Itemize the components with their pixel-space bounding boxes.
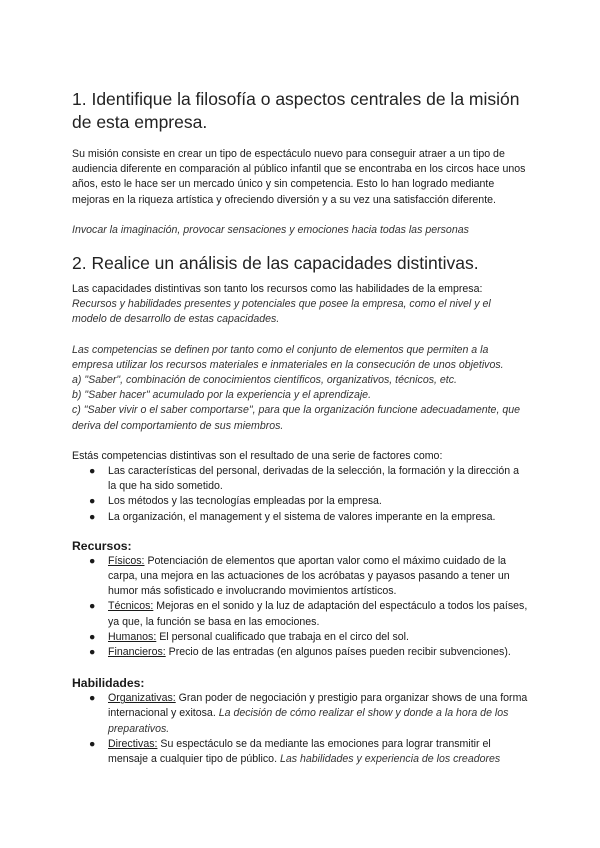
bullet-icon: ●: [89, 600, 96, 613]
bullet-icon: ●: [89, 737, 96, 750]
factor-text: Los métodos y las tecnologías empleadas por la empresa.: [108, 495, 382, 508]
item-italic: Las habilidades y experiencia de los creadores: [279, 753, 501, 766]
bullet-icon: ●: [89, 465, 96, 478]
list-item: [72, 737, 528, 767]
factors-intro: Estás competencias distintivas son el resultado de una serie de factores como:: [72, 449, 443, 462]
factor-text: Las características del personal, derivadas de la selección, la formación y la dirección a la que ha sido sometido.: [108, 465, 520, 493]
capacities-intro: [72, 282, 528, 328]
bullet-icon: ●: [89, 495, 96, 508]
capacities-intro-text: Las capacidades distintivas son tanto los recursos como las habilidades de la empresa:: [72, 283, 483, 296]
question-2-heading: 2. Realice un análisis de las capacidades distintivas.: [72, 253, 479, 274]
bullet-icon: ●: [89, 510, 96, 523]
list-item: [72, 464, 528, 494]
item-label: Físicos:: [108, 554, 145, 567]
habilidades-heading: Habilidades:: [72, 676, 145, 691]
item-label: Organizativas:: [108, 692, 176, 705]
mission-quote: Invocar la imaginación, provocar sensaciones y emociones hacia todas las personas: [72, 223, 469, 236]
competencias-block: [72, 343, 528, 434]
question-1-answer: Su misión consiste en crear un tipo de espectáculo nuevo para conseguir atraer a un tipo de audiencia diferente en comparación al público infantil que se encontraba en los circos hace unos años, esto le hace ser un mercado único y sin competencia. Esto lo han logrado mediante mejoras en la riqueza artística y ofreciendo diversión y a su vez una satisfacción diferente.: [72, 148, 526, 206]
capacities-intro-italic: Recursos y habilidades presentes y potenciales que posee la empresa, como el nivel y el modelo de desarrollo de estas capacidades.: [72, 298, 491, 326]
list-item: [72, 630, 528, 645]
list-item: [72, 494, 528, 509]
list-item: [72, 645, 528, 660]
item-label: Humanos:: [108, 630, 157, 643]
competencia-b: b) "Saber hacer" acumulado por la experiencia y el aprendizaje.: [72, 389, 372, 402]
competencias-definition: Las competencias se definen por tanto como el conjunto de elementos que permiten a la empresa utilizar los recursos materiales e inmateriales en la consecución de unos objetivos.: [72, 343, 504, 371]
question-1-heading: 1. Identifique la filosofía o aspectos centrales de la misión de esta empresa.: [72, 89, 520, 132]
document-content: [72, 88, 528, 767]
item-italic: La decisión de cómo realizar el show y donde a la hora de los preparativos.: [108, 707, 509, 735]
list-item: [72, 691, 528, 737]
item-text: Su espectáculo se da mediante las emociones para lograr transmitir el mensaje a cualquier tipo de público.: [108, 737, 491, 766]
bullet-icon: ●: [89, 554, 96, 567]
list-item: [72, 510, 528, 525]
list-item: [72, 554, 528, 600]
recursos-list: [72, 554, 528, 660]
item-text: Precio de las entradas (en algunos países pueden recibir subvenciones).: [165, 646, 511, 659]
competencia-a: a) "Saber", combinación de conocimientos científicos, organizativos, técnicos, etc.: [72, 374, 457, 387]
item-label: Técnicos:: [108, 600, 154, 613]
recursos-heading: Recursos:: [72, 538, 132, 553]
item-text: El personal cualificado que trabaja en el circo del sol.: [156, 630, 409, 643]
bullet-icon: ●: [89, 630, 96, 643]
competencia-c: c) "Saber vivir o el saber comportarse", para que la organización funcione adecuadamente, que deriva del comportamiento de sus miembros.: [72, 404, 521, 432]
item-label: Financieros:: [108, 646, 166, 659]
bullet-icon: ●: [89, 646, 96, 659]
list-item: [72, 599, 528, 629]
item-text: Gran poder de negociación y prestigio para organizar shows de una forma internacional y exitosa.: [108, 692, 528, 720]
bullet-icon: ●: [89, 692, 96, 705]
habilidades-list: [72, 691, 528, 767]
factors-list: [72, 464, 528, 525]
item-label: Directivas:: [108, 737, 158, 750]
item-text: Potenciación de elementos que aportan valor como el máximo cuidado de la carpa, una mejora en las actuaciones de los acróbatas y payasos pasando a tener un humor más sofisticado e involucrando movimientos artísticos.: [108, 554, 510, 598]
item-text: Mejoras en el sonido y la luz de adaptación del espectáculo a todos los países, ya que, la función se basa en las emociones.: [108, 600, 528, 628]
factor-text: La organización, el management y el sistema de valores imperante en la empresa.: [108, 510, 496, 523]
